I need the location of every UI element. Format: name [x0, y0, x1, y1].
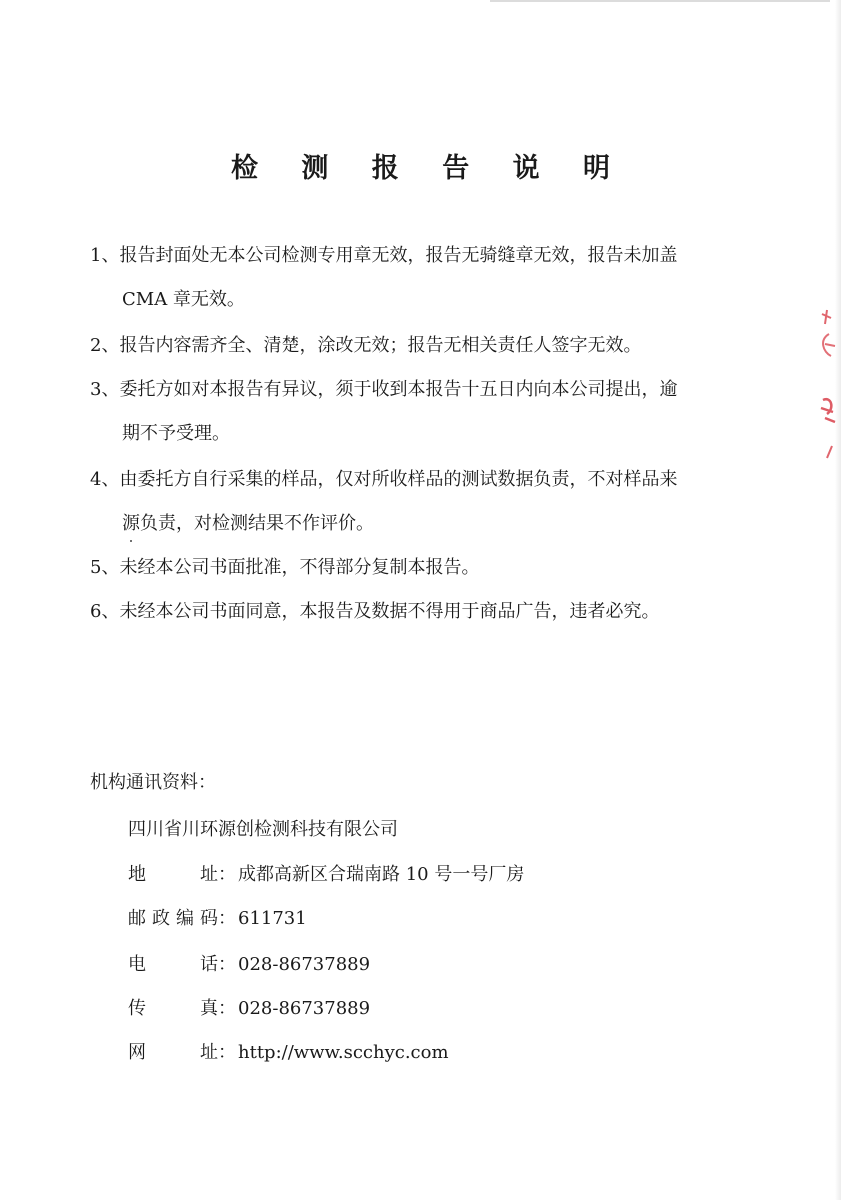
web-label: 网址	[128, 1042, 218, 1063]
page-title: 检 测 报 告 说 明	[231, 153, 627, 184]
clause-4-line-1	[90, 458, 750, 502]
fax-value: 028-86737889	[238, 998, 371, 1019]
seal-stamp-fragment-icon	[805, 300, 839, 460]
address-value: 成都高新区合瑞南路 10 号一号厂房	[238, 864, 525, 885]
contact-address	[128, 860, 524, 886]
clause-1-line-1	[90, 234, 750, 278]
scan-speck	[130, 540, 132, 542]
web-value: http://www.scchyc.com	[238, 1042, 449, 1063]
contact-fax	[128, 994, 370, 1020]
contact-postcode	[128, 904, 307, 930]
web-colon: ：	[218, 1042, 236, 1063]
clause-5-number: 5、	[90, 557, 120, 578]
clause-6-text: 未经本公司书面同意，本报告及数据不得用于商品广告，违者必究。	[119, 601, 660, 622]
phone-value: 028-86737889	[238, 954, 371, 975]
contact-phone	[128, 950, 370, 976]
address-label: 地址	[128, 864, 218, 885]
contact-heading: 机构通讯资料：	[90, 772, 216, 793]
clause-1-line-2: CMA 章无效。	[122, 289, 245, 310]
contact-company: 四川省川环源创检测科技有限公司	[128, 819, 398, 840]
clause-1-text: 报告封面处无本公司检测专用章无效，报告无骑缝章无效，报告未加盖	[119, 245, 678, 266]
clause-5-line-1	[90, 546, 750, 590]
clause-2	[90, 324, 750, 368]
clause-3	[90, 368, 750, 456]
clause-5-text: 未经本公司书面批准，不得部分复制本报告。	[119, 557, 480, 578]
clause-4-number: 4、	[90, 469, 120, 490]
fax-label: 传真	[128, 998, 218, 1019]
postcode-colon: ：	[218, 908, 236, 929]
clause-2-number: 2、	[90, 335, 120, 356]
clause-4-text: 由委托方自行采集的样品，仅对所收样品的测试数据负责，不对样品来	[119, 469, 678, 490]
clause-5	[90, 546, 750, 590]
scan-artifact-top	[490, 0, 830, 2]
clause-6-number: 6、	[90, 601, 120, 622]
clause-1-number: 1、	[90, 245, 120, 266]
clause-4	[90, 458, 750, 546]
clause-3-text: 委托方如对本报告有异议，须于收到本报告十五日内向本公司提出，逾	[119, 379, 678, 400]
phone-label: 电话	[128, 954, 218, 975]
clause-2-line-1	[90, 324, 750, 368]
contact-website	[128, 1038, 449, 1064]
postcode-value: 611731	[238, 908, 307, 929]
address-colon: ：	[218, 864, 236, 885]
fax-colon: ：	[218, 998, 236, 1019]
postcode-label: 邮政编码	[128, 908, 218, 929]
clause-4-line-2: 源负责，对检测结果不作评价。	[122, 513, 374, 534]
phone-colon: ：	[218, 954, 236, 975]
clause-3-line-2: 期不予受理。	[122, 423, 230, 444]
clause-6	[90, 590, 750, 634]
clause-2-text: 报告内容需齐全、清楚，涂改无效；报告无相关责任人签字无效。	[119, 335, 642, 356]
clause-3-number: 3、	[90, 379, 120, 400]
clause-1	[90, 234, 750, 322]
clause-3-line-1	[90, 368, 750, 412]
clause-6-line-1	[90, 590, 750, 634]
